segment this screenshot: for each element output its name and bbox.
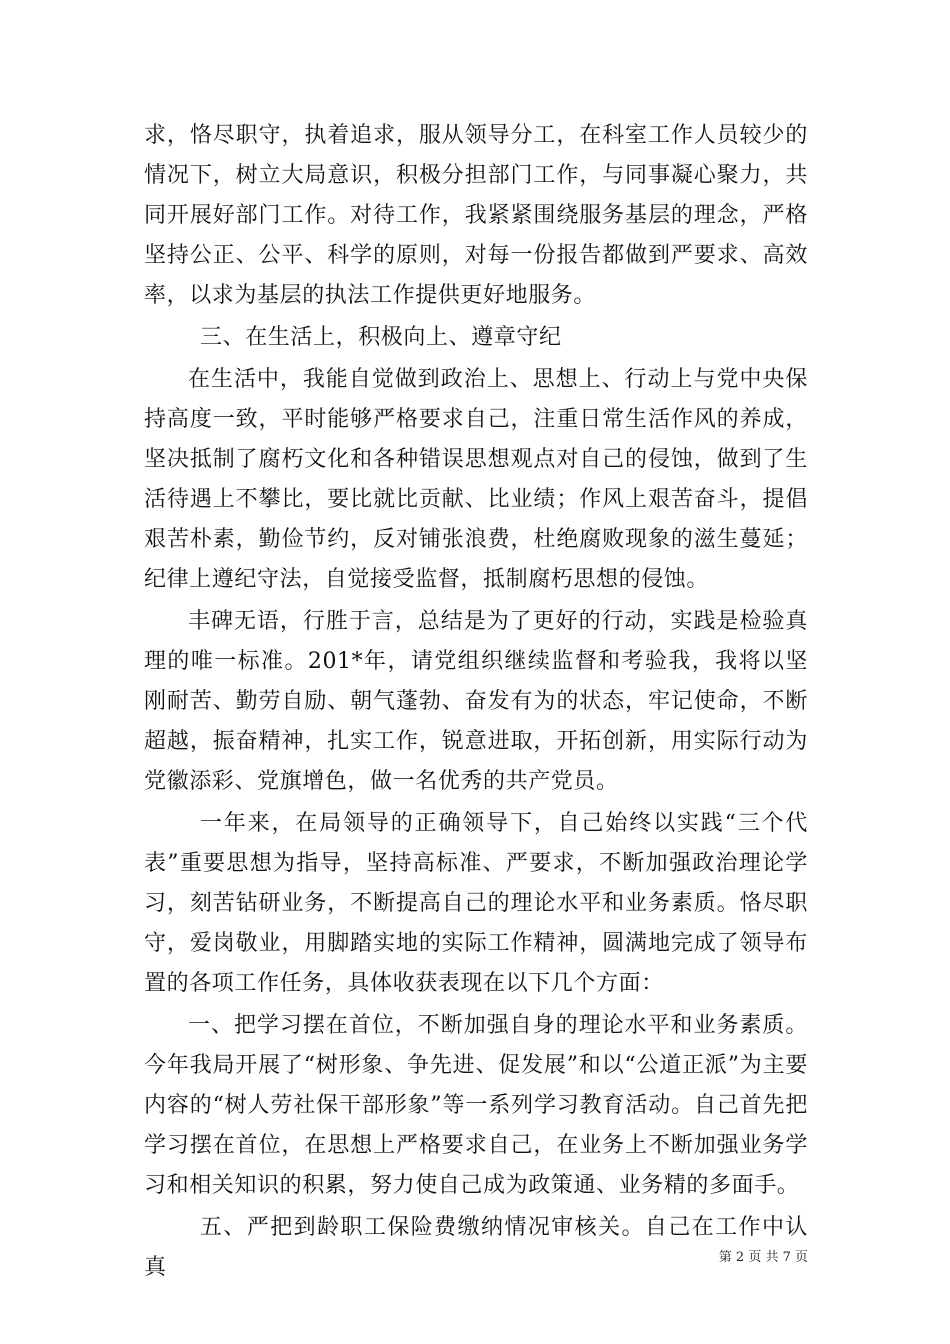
- paragraph-work-continuation: 求，恪尽职守，执着追求，服从领导分工，在科室工作人员较少的情况下，树立大局意识，积极分担部门工作，与同事凝心聚力，共同开展好部门工作。对待工作，我紧紧围绕服务基层的理念，严格坚持公正、公平、科学的原则，对每一份报告都做到严要求、高效率，以求为基层的执法工作提供更好地服务。: [144, 123, 808, 308]
- paragraph-year-summary: 一年来，在局领导的正确领导下，自己始终以实践“三个代表”重要思想为指导，坚持高标准、严要求，不断加强政治理论学习，刻苦钻研业务，不断提高自己的理论水平和业务素质。恪尽职守，爱岗敬业，用脚踏实地的实际工作精神，圆满地完成了领导布置的各项工作任务，具体收获表现在以下几个方面：: [144, 811, 808, 996]
- paragraph-study: 一、把学习摆在首位，不断加强自身的理论水平和业务素质。今年我局开展了“树形象、争先进、促发展”和以“公道正派”为主要内容的“树人劳社保干部形象”等一系列学习教育活动。自己首先把学习摆在首位，在思想上严格要求自己，在业务上不断加强业务学习和相关知识的积累，努力使自己成为政策通、业务精的多面手。: [144, 1013, 808, 1198]
- paragraph-conclusion: 丰碑无语，行胜于言，总结是为了更好的行动，实践是检验真理的唯一标准。201*年，请党组织继续监督和考验我，我将以坚刚耐苦、勤劳自励、朝气蓬勃、奋发有为的状态，牢记使命，不断超越，振奋精神，扎实工作，锐意进取，开拓创新，用实际行动为党徽添彩、党旗增色，做一名优秀的共产党员。: [144, 609, 808, 794]
- section-heading-life: 三、在生活上，积极向上、遵章守纪: [200, 325, 562, 350]
- document-body: [144, 116, 808, 1288]
- page-number: 第 2 页 共 7 页: [718, 1250, 808, 1265]
- paragraph-insurance-review: 五、严把到龄职工保险费缴纳情况审核关。自己在工作中认真: [144, 1215, 808, 1280]
- paragraph-life: 在生活中，我能自觉做到政治上、思想上、行动上与党中央保持高度一致，平时能够严格要求自己，注重日常生活作风的养成，坚决抵制了腐朽文化和各种错误思想观点对自己的侵蚀，做到了生活待遇上不攀比，要比就比贡献、比业绩；作风上艰苦奋斗，提倡艰苦朴素，勤俭节约，反对铺张浪费，杜绝腐败现象的滋生蔓延；纪律上遵纪守法，自觉接受监督，抵制腐朽思想的侵蚀。: [144, 367, 808, 592]
